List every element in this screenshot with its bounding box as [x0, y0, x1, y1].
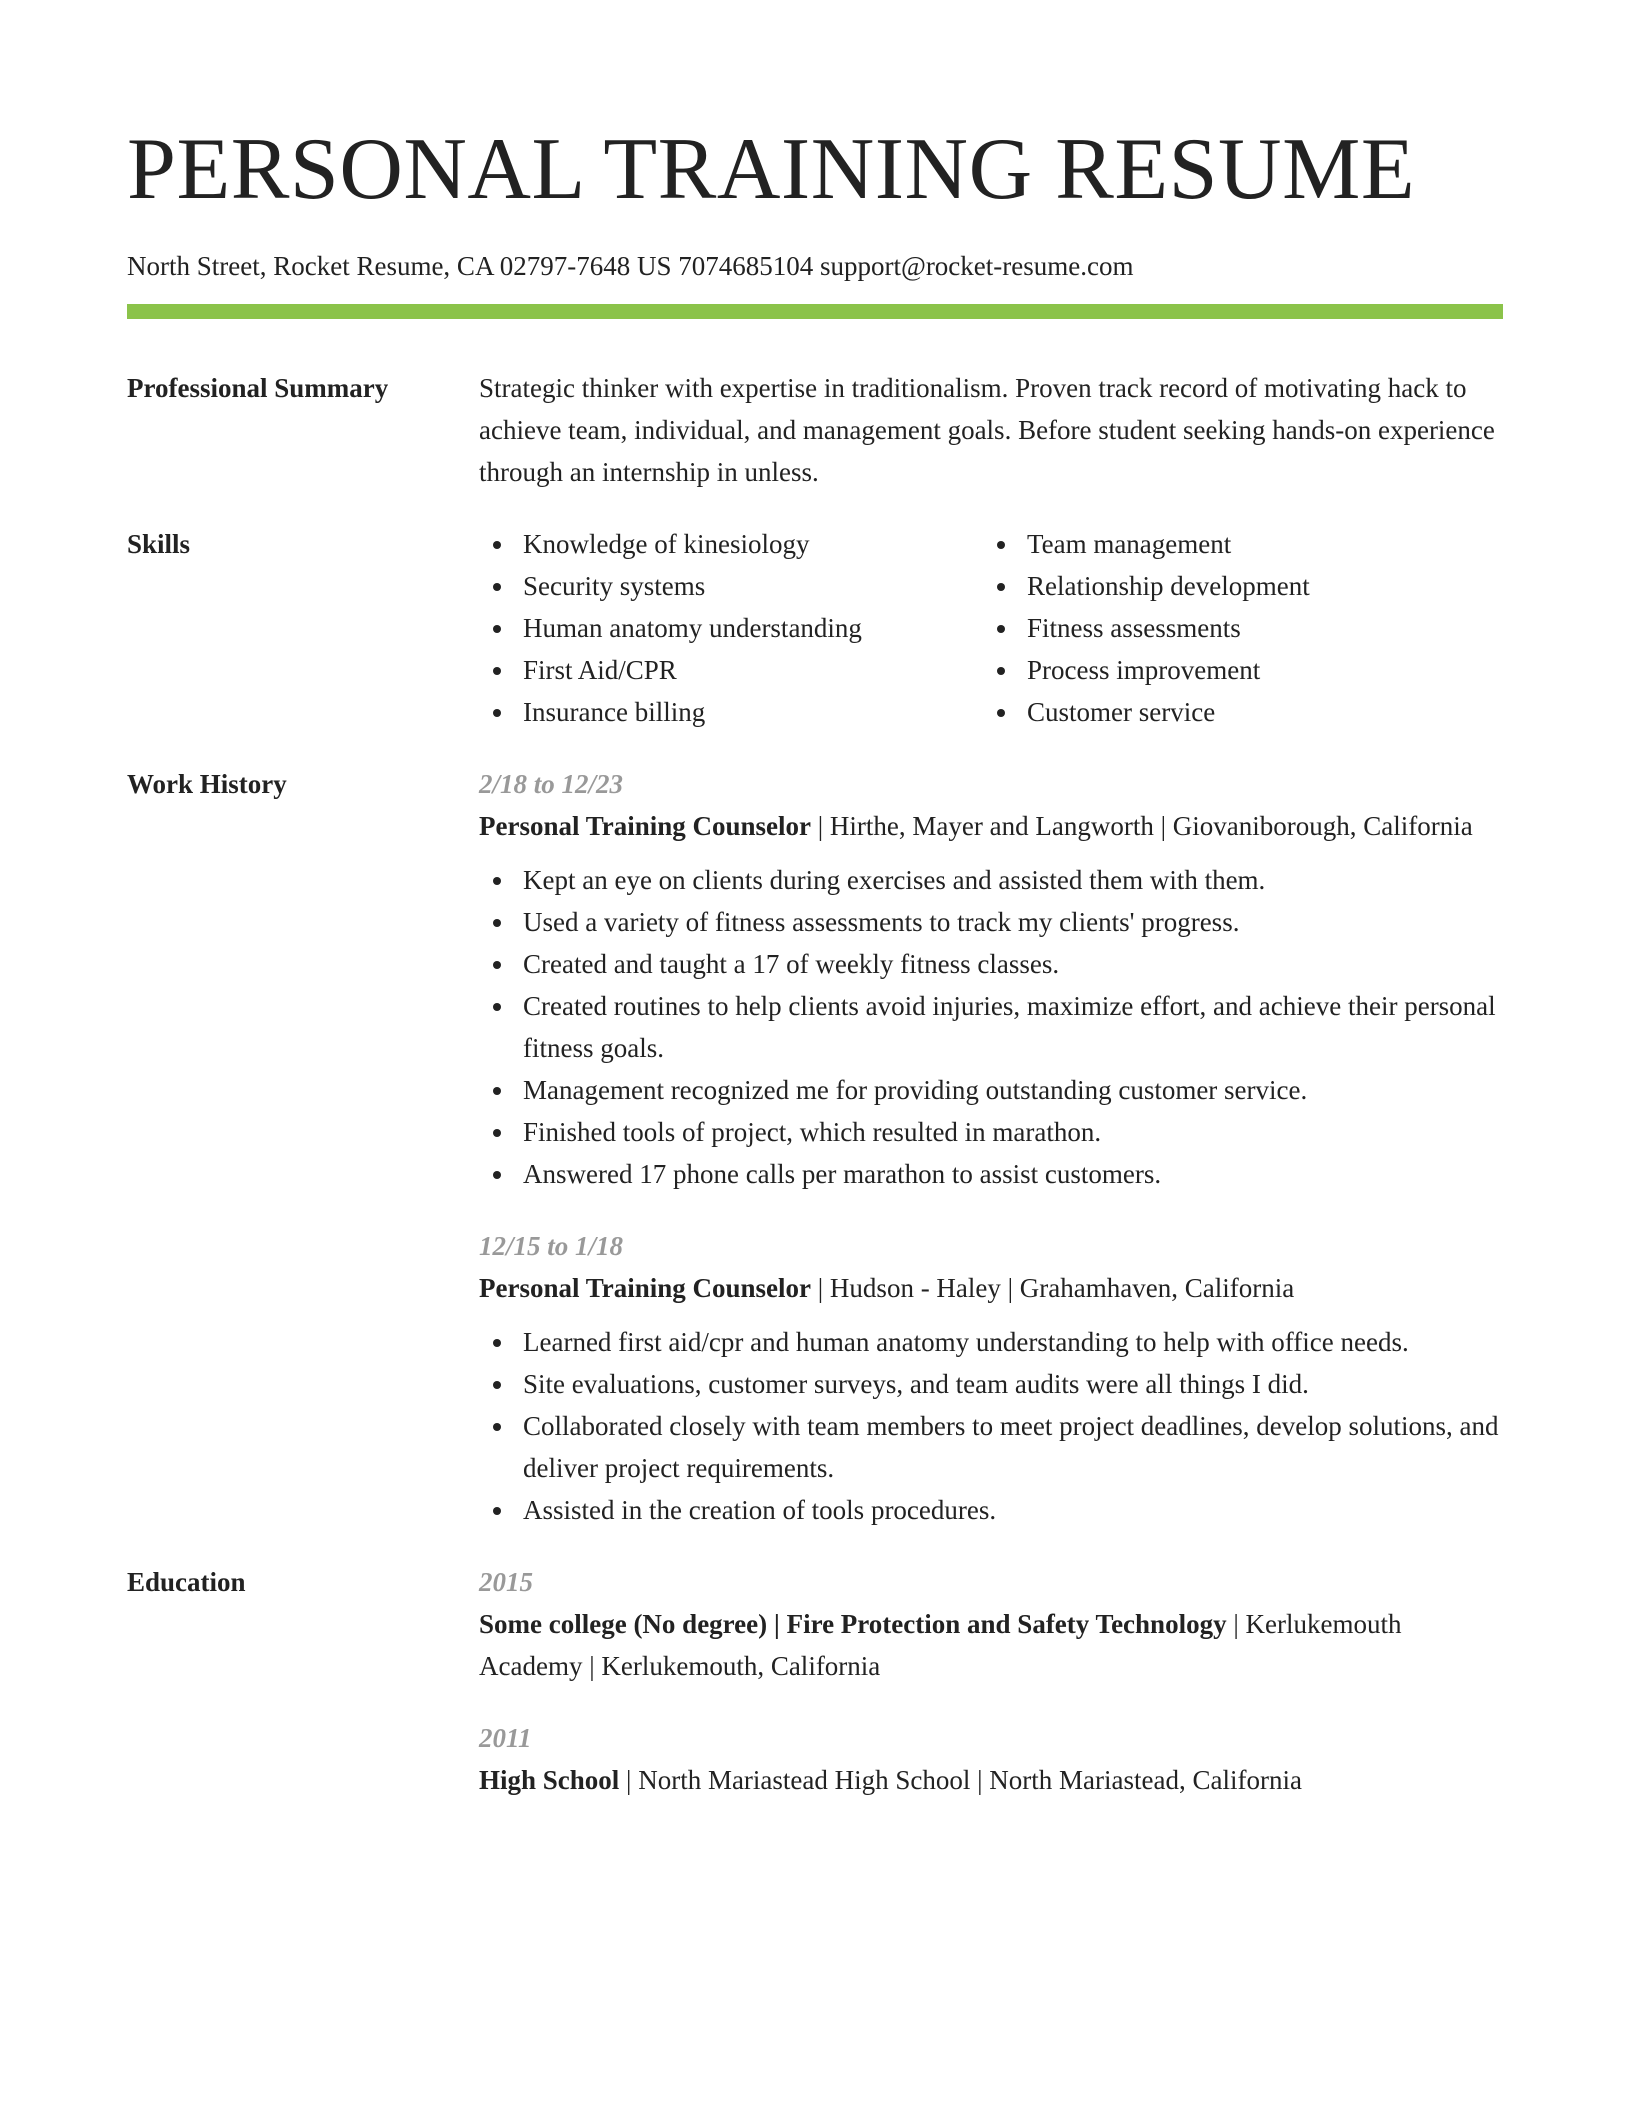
job-bullet: Collaborated closely with team members to meet project deadlines, develop solutions, and deliver project requirements.: [479, 1405, 1503, 1489]
education-date: 2011: [479, 1723, 532, 1753]
job-heading: [479, 1267, 1503, 1309]
contact-line: North Street, Rocket Resume, CA 02797-7648 US 7074685104 support@rocket-resume.com: [127, 251, 1134, 281]
skills-heading: Skills: [127, 529, 191, 559]
job-bullets: [479, 859, 1503, 1195]
skill-item: Knowledge of kinesiology: [479, 523, 983, 565]
job-bullet: Created routines to help clients avoid injuries, maximize effort, and achieve their personal fitness goals.: [479, 985, 1503, 1069]
education-details: | Kerlukemouth Academy | Kerlukemouth, California: [479, 1609, 1402, 1681]
skill-item: First Aid/CPR: [479, 649, 983, 691]
skills-section: [127, 523, 1503, 733]
education-details: | North Mariastead High School | North Mariastead, California: [619, 1765, 1302, 1795]
education-heading-line: [479, 1759, 1503, 1801]
job-bullet: Finished tools of project, which resulted in marathon.: [479, 1111, 1503, 1153]
job-bullet: Answered 17 phone calls per marathon to assist customers.: [479, 1153, 1503, 1195]
work-history-section: [127, 763, 1503, 1531]
work-history-heading: Work History: [127, 769, 287, 799]
job-bullets: [479, 1321, 1503, 1531]
summary-heading: Professional Summary: [127, 373, 389, 403]
education-heading: Education: [127, 1567, 246, 1597]
skill-item: Security systems: [479, 565, 983, 607]
job-bullet: Used a variety of fitness assessments to track my clients' progress.: [479, 901, 1503, 943]
skill-item: Fitness assessments: [983, 607, 1487, 649]
job-title: Personal Training Counselor: [479, 811, 812, 841]
job-bullet: Created and taught a 17 of weekly fitness classes.: [479, 943, 1503, 985]
job-entry: [479, 763, 1503, 1195]
skills-list-left: [479, 523, 983, 733]
job-date: 12/15 to 1/18: [479, 1231, 624, 1261]
summary-section: [127, 367, 1503, 493]
education-date: 2015: [479, 1567, 533, 1597]
resume-title: PERSONAL TRAINING RESUME: [127, 121, 1416, 218]
education-degree: High School: [479, 1765, 620, 1795]
skill-item: Insurance billing: [479, 691, 983, 733]
job-bullet: Learned first aid/cpr and human anatomy understanding to help with office needs.: [479, 1321, 1503, 1363]
skill-item: Relationship development: [983, 565, 1487, 607]
job-title: Personal Training Counselor: [479, 1273, 812, 1303]
job-bullet: Assisted in the creation of tools procedures.: [479, 1489, 1503, 1531]
accent-divider: [127, 304, 1503, 319]
resume-page: [127, 120, 1503, 1801]
education-entry: [479, 1717, 1503, 1801]
summary-text: Strategic thinker with expertise in traditionalism. Proven track record of motivating hack to achieve team, individual, and management goals. Before student seeking hands-on experience through an internship in unless.: [479, 373, 1495, 487]
skill-item: Process improvement: [983, 649, 1487, 691]
job-bullet: Management recognized me for providing outstanding customer service.: [479, 1069, 1503, 1111]
job-details: | Hudson - Haley | Grahamhaven, California: [811, 1273, 1295, 1303]
skill-item: Team management: [983, 523, 1487, 565]
education-degree: Some college (No degree) | Fire Protection and Safety Technology: [479, 1609, 1227, 1639]
skills-list-right: [983, 523, 1487, 733]
job-bullet: Site evaluations, customer surveys, and team audits were all things I did.: [479, 1363, 1503, 1405]
work-history-body: [479, 763, 1503, 1531]
job-heading: [479, 805, 1503, 847]
skill-item: Human anatomy understanding: [479, 607, 983, 649]
skill-item: Customer service: [983, 691, 1487, 733]
skills-columns: [479, 523, 1503, 733]
education-entry: [479, 1561, 1503, 1687]
education-body: [479, 1561, 1503, 1801]
job-date: 2/18 to 12/23: [479, 769, 624, 799]
education-section: [127, 1561, 1503, 1801]
job-entry: [479, 1225, 1503, 1531]
job-bullet: Kept an eye on clients during exercises and assisted them with them.: [479, 859, 1503, 901]
education-heading-line: [479, 1603, 1503, 1687]
job-details: | Hirthe, Mayer and Langworth | Giovaniborough, California: [811, 811, 1473, 841]
